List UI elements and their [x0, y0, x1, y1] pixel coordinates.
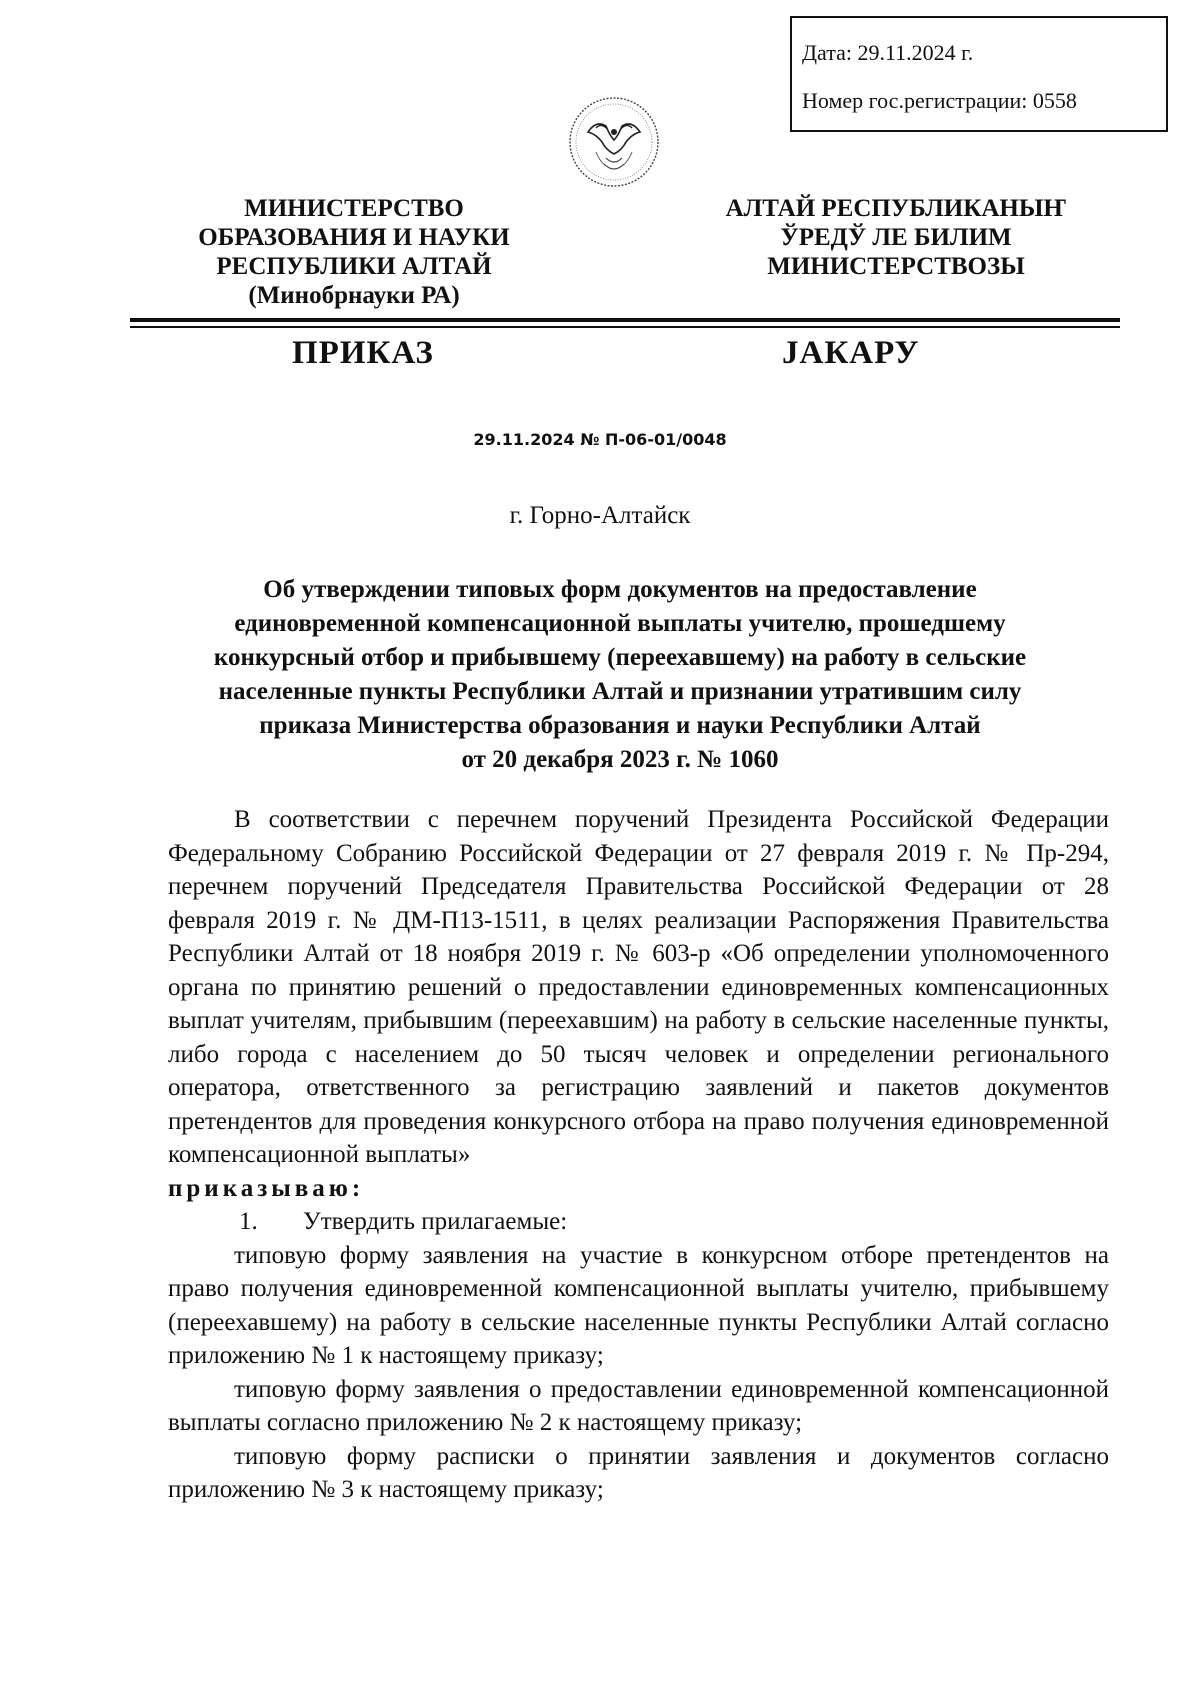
registration-number-label: Номер гос.регистрации:	[802, 88, 1028, 113]
item-number: 1.	[239, 1208, 258, 1235]
header-line: МИНИСТЕРСТВО	[244, 195, 464, 222]
order-word: приказываю	[168, 1174, 352, 1202]
title-line: приказа Министерства образования и науки Республики Алтай	[259, 712, 981, 739]
header-line: (Минобрнауки РА)	[248, 282, 460, 309]
sub-item-paragraph: типовую форму заявления на участие в конкурсном отборе претендентов на право получения единовременной компенсационной выплаты учителю, прибывшему (переехавшему) на работу в сельские населенные пункты Республики Алтай согласно приложению № 1 к настоящему приказу;	[168, 1241, 1109, 1369]
sub-item-paragraph: типовую форму заявления о предоставлении единовременной компенсационной выплаты согласно приложению № 2 к настоящему приказу;	[168, 1375, 1109, 1436]
order-colon: :	[351, 1174, 361, 1202]
document-number: 29.11.2024 № П-06-01/0048	[473, 430, 727, 449]
header-line: АЛТАЙ РЕСПУБЛИКАНЫҤ	[725, 195, 1067, 222]
registration-stamp-box	[790, 16, 1168, 132]
registration-date-label: Дата:	[802, 40, 852, 65]
registration-date	[802, 40, 973, 66]
title-line: населенные пункты Республики Алтай и признании утратившим силу	[218, 678, 1022, 705]
header-line: МИНИСТЕРСТВОЗЫ	[767, 253, 1025, 280]
document-kind-altai: JАКАРУ	[782, 335, 920, 371]
order-line	[168, 1172, 1109, 1206]
title-line: Об утверждении типовых форм документов на предоставление	[263, 576, 977, 603]
ministry-header-russian	[164, 194, 544, 310]
title-line: конкурсный отбор и прибывшему (переехавшему) на работу в сельские	[213, 644, 1027, 671]
emblem-icon	[566, 92, 662, 192]
title-line: от 20 декабря 2023 г. № 1060	[461, 746, 779, 773]
document-title	[140, 573, 1100, 777]
city: г. Горно-Алтайск	[509, 502, 691, 529]
document-kind-russian: ПРИКАЗ	[292, 335, 434, 371]
header-line: ОБРАЗОВАНИЯ И НАУКИ	[198, 224, 510, 251]
preamble-paragraph: В соответствии с перечнем поручений Президента Российской Федерации Федеральному Собранию Российской Федерации от 27 февраля 2019 г. № Пр-294, перечнем поручений Председателя Правительства Российской Федерации от 28 февраля 2019 г. № ДМ-П13-1511, в целях реализации Распоряжения Правительства Республики Алтай от 18 ноября 2019 г. № 603-р «Об определении уполномоченного органа по принятию решений о предоставлении единовременных компенсационных выплат учителям, прибывшим (переехавшим) на работу в сельские населенные пункты, либо города с населением до 50 тысяч человек и определении регионального оператора, ответственного за регистрацию заявлений и пакетов документов претендентов для проведения конкурсного отбора на право получения единовременной компенсационной выплаты»	[168, 806, 1109, 1168]
sub-item-paragraph: типовую форму расписки о принятии заявления и документов согласно приложению № 3 к настоящему приказу;	[168, 1442, 1109, 1503]
title-line: единовременной компенсационной выплаты учителю, прошедшему	[234, 610, 1006, 637]
item-text: Утвердить прилагаемые:	[303, 1208, 568, 1235]
ministry-header-altai	[706, 194, 1086, 281]
registration-date-value: 29.11.2024 г.	[857, 40, 974, 65]
header-divider-thick	[130, 318, 1120, 322]
header-line: РЕСПУБЛИКИ АЛТАЙ	[216, 253, 492, 280]
document-body	[168, 803, 1109, 1507]
list-item	[168, 1205, 1109, 1239]
header-line: ЎРЕДЎ ЛЕ БИЛИМ	[780, 224, 1012, 251]
registration-number-value: 0558	[1032, 88, 1077, 113]
registration-number	[802, 88, 1077, 114]
header-divider-thin	[130, 326, 1120, 328]
